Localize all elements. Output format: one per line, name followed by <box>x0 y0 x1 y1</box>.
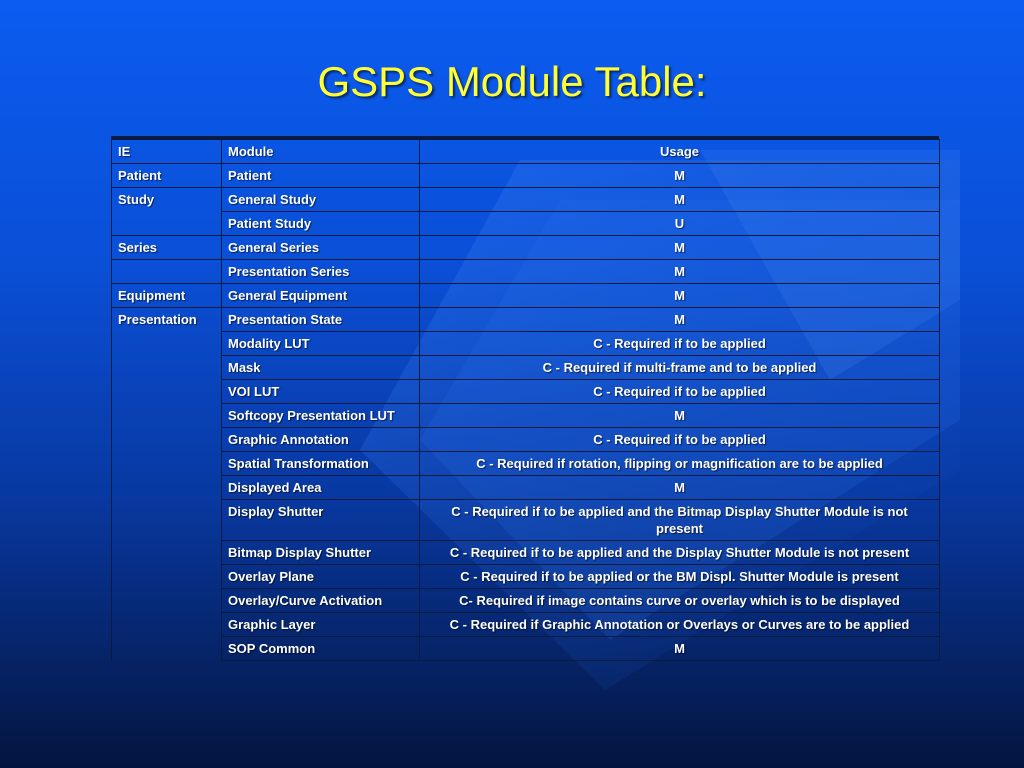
table-header-row <box>112 140 940 164</box>
table-row <box>112 164 940 188</box>
table-row <box>112 308 940 332</box>
module-cell: Spatial Transformation <box>222 452 420 476</box>
table-row <box>112 541 940 565</box>
table-row <box>112 356 940 380</box>
ie-cell <box>112 332 222 356</box>
module-cell: Graphic Annotation <box>222 428 420 452</box>
module-cell: General Series <box>222 236 420 260</box>
table-row <box>112 212 940 236</box>
table-row <box>112 428 940 452</box>
ie-cell <box>112 212 222 236</box>
ie-cell <box>112 260 222 284</box>
usage-cell: M <box>420 404 940 428</box>
module-cell: General Equipment <box>222 284 420 308</box>
module-cell: General Study <box>222 188 420 212</box>
usage-cell: C - Required if to be applied <box>420 380 940 404</box>
module-table <box>111 136 939 661</box>
usage-cell: C - Required if to be applied or the BM Displ. Shutter Module is present <box>420 565 940 589</box>
usage-cell: C - Required if to be applied <box>420 332 940 356</box>
ie-cell <box>112 565 222 589</box>
module-cell: Bitmap Display Shutter <box>222 541 420 565</box>
usage-cell: M <box>420 188 940 212</box>
module-cell: Display Shutter <box>222 500 420 541</box>
ie-cell: Equipment <box>112 284 222 308</box>
module-cell: Graphic Layer <box>222 613 420 637</box>
table-row <box>112 332 940 356</box>
ie-cell <box>112 500 222 541</box>
usage-cell: M <box>420 476 940 500</box>
table-row <box>112 188 940 212</box>
module-cell: Presentation Series <box>222 260 420 284</box>
header-usage: Usage <box>420 140 940 164</box>
ie-cell <box>112 380 222 404</box>
usage-cell: C - Required if to be applied <box>420 428 940 452</box>
usage-cell: M <box>420 637 940 661</box>
usage-cell: M <box>420 164 940 188</box>
table-row <box>112 637 940 661</box>
header-ie: IE <box>112 140 222 164</box>
ie-cell <box>112 452 222 476</box>
table-row <box>112 500 940 541</box>
usage-cell: C- Required if image contains curve or overlay which is to be displayed <box>420 589 940 613</box>
table-row <box>112 284 940 308</box>
table-row <box>112 613 940 637</box>
module-cell: VOI LUT <box>222 380 420 404</box>
module-cell: Patient <box>222 164 420 188</box>
usage-cell: U <box>420 212 940 236</box>
usage-cell: M <box>420 260 940 284</box>
ie-cell <box>112 404 222 428</box>
ie-cell <box>112 541 222 565</box>
header-module: Module <box>222 140 420 164</box>
usage-cell: C - Required if to be applied and the Display Shutter Module is not present <box>420 541 940 565</box>
usage-cell: C - Required if rotation, flipping or magnification are to be applied <box>420 452 940 476</box>
usage-cell: M <box>420 236 940 260</box>
usage-cell: M <box>420 308 940 332</box>
usage-cell: M <box>420 284 940 308</box>
module-cell: Mask <box>222 356 420 380</box>
table-row <box>112 476 940 500</box>
table-row <box>112 404 940 428</box>
ie-cell <box>112 637 222 661</box>
module-cell: Overlay Plane <box>222 565 420 589</box>
table-row <box>112 236 940 260</box>
ie-cell <box>112 613 222 637</box>
ie-cell: Series <box>112 236 222 260</box>
module-cell: Presentation State <box>222 308 420 332</box>
module-cell: Overlay/Curve Activation <box>222 589 420 613</box>
usage-cell: C - Required if to be applied and the Bitmap Display Shutter Module is not present <box>420 500 940 541</box>
ie-cell <box>112 476 222 500</box>
table-row <box>112 452 940 476</box>
module-cell: Softcopy Presentation LUT <box>222 404 420 428</box>
page-title: GSPS Module Table: <box>317 58 707 105</box>
module-cell: Displayed Area <box>222 476 420 500</box>
usage-cell: C - Required if multi-frame and to be applied <box>420 356 940 380</box>
table-row <box>112 589 940 613</box>
module-cell: Modality LUT <box>222 332 420 356</box>
ie-cell: Presentation <box>112 308 222 332</box>
ie-cell <box>112 356 222 380</box>
ie-cell: Study <box>112 188 222 212</box>
table-row <box>112 380 940 404</box>
usage-cell: C - Required if Graphic Annotation or Overlays or Curves are to be applied <box>420 613 940 637</box>
table-row <box>112 565 940 589</box>
ie-cell: Patient <box>112 164 222 188</box>
table-row <box>112 260 940 284</box>
ie-cell <box>112 589 222 613</box>
module-cell: Patient Study <box>222 212 420 236</box>
module-cell: SOP Common <box>222 637 420 661</box>
ie-cell <box>112 428 222 452</box>
